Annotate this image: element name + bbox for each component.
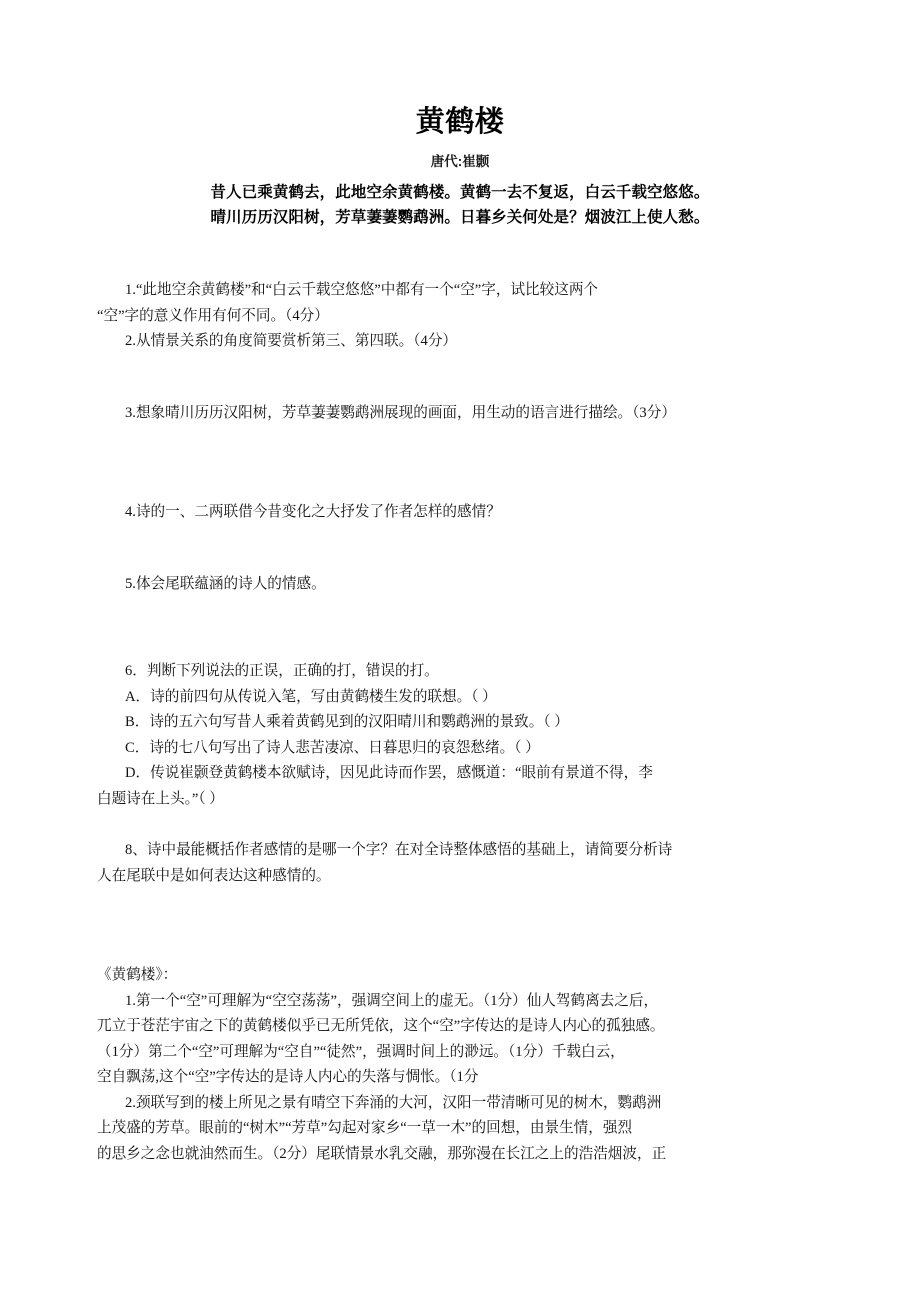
answer-line: （1分）第二个“空”可理解为“空自”“徒然”，强调时间上的渺远。（1分）千载白云，	[97, 1043, 625, 1060]
question-line: 2.从情景关系的角度简要赏析第三、第四联。（4分）	[125, 333, 458, 349]
question-stem: 6．判断下列说法的正误，正确的打，错误的打。	[125, 663, 439, 679]
question-option-d[interactable]: D．传说崔颢登黄鹤楼本欲赋诗，因见此诗而作罢，感慨道：“眼前有景道不得，李	[125, 765, 653, 781]
question-line: 4.诗的一、二两联借今昔变化之大抒发了作者怎样的感情？	[125, 504, 501, 520]
answer-space	[97, 812, 753, 838]
question-line: “空”字的意义作用有何不同。（4分）	[97, 307, 329, 324]
question-item-4	[97, 500, 753, 526]
question-item-3	[97, 401, 753, 427]
answer-item-2	[97, 1091, 753, 1168]
question-item-6	[97, 659, 753, 812]
question-line: 8、诗中最能概括作者感情的是哪一个字？在对全诗整体感悟的基础上，请简要分析诗	[125, 842, 673, 858]
answer-line: 上茂盛的芳草。眼前的“树木”“芳草”勾起对家乡“一草一木”的回想，由景生情，强烈	[97, 1120, 633, 1136]
answer-space	[97, 426, 753, 500]
answer-key-section	[97, 963, 753, 1167]
answer-line: 的思乡之念也就油然而生。（2分）尾联情景水乳交融，那弥漫在长江之上的浩浩烟波，正	[97, 1145, 667, 1162]
page-title: 黄鹤楼	[415, 106, 505, 138]
worksheet-body	[97, 278, 753, 1167]
answer-space	[97, 597, 753, 659]
question-option-d-cont[interactable]: 白题诗在上头。”（ ）	[97, 790, 224, 807]
question-line: 5.体会尾联蕴涵的诗人的情感。	[125, 575, 326, 592]
poem-byline: 唐代:崔颢	[430, 154, 490, 169]
answer-line: 空自飘荡,这个“空”字传达的是诗人内心的失落与惆怅。（1分	[97, 1069, 479, 1085]
question-option-a[interactable]: A．诗的前四句从传说入笔，写由黄鹤楼生发的联想。（ ）	[125, 688, 497, 705]
question-line: 3.想象晴川历历汉阳树，芳草萋萋鹦鹉洲展现的画面，用生动的语言进行描绘。（3分）	[125, 404, 676, 421]
question-item-1	[97, 278, 753, 329]
question-item-5	[97, 572, 753, 598]
question-option-b[interactable]: B．诗的五六句写昔人乘着黄鹤见到的汉阳晴川和鹦鹉洲的景致。（ ）	[125, 714, 569, 730]
poem-line: 晴川历历汉阳树，芳草萋萋鹦鹉洲。日暮乡关何处是？烟波江上使人愁。	[210, 209, 710, 226]
answer-item-1	[97, 989, 753, 1091]
answer-line: 兀立于苍茫宇宙之下的黄鹤楼似乎已无所凭依，这个“空”字传达的是诗人内心的孤独感。	[97, 1018, 665, 1034]
poem-text	[0, 180, 920, 230]
question-line: 人在尾联中是如何表达这种感情的。	[97, 867, 331, 884]
question-item-8	[97, 838, 753, 889]
question-item-2	[97, 329, 753, 355]
poem-header	[0, 104, 920, 230]
answer-space	[97, 889, 753, 963]
question-line: 1.“此地空余黄鹤楼”和“白云千载空悠悠”中都有一个“空”字，试比较这两个	[125, 282, 599, 298]
answer-line: 1.第一个“空”可理解为“空空荡荡”，强调空间上的虚无。（1分）仙人驾鹤离去之后，	[125, 992, 659, 1009]
question-option-c[interactable]: C．诗的七八句写出了诗人悲苦凄凉、日暮思归的哀怨愁绪。（ ）	[125, 739, 540, 756]
answer-space	[97, 355, 753, 401]
answer-space	[97, 526, 753, 572]
poem-line: 昔人已乘黄鹤去，此地空余黄鹤楼。黄鹤一去不复返，白云千载空悠悠。	[210, 184, 710, 201]
answer-line: 2.颈联写到的楼上所见之景有晴空下奔涌的大河，汉阳一带清晰可见的树木，鹦鹉洲	[125, 1094, 662, 1111]
answer-key-heading: 《黄鹤楼》：	[97, 967, 178, 983]
